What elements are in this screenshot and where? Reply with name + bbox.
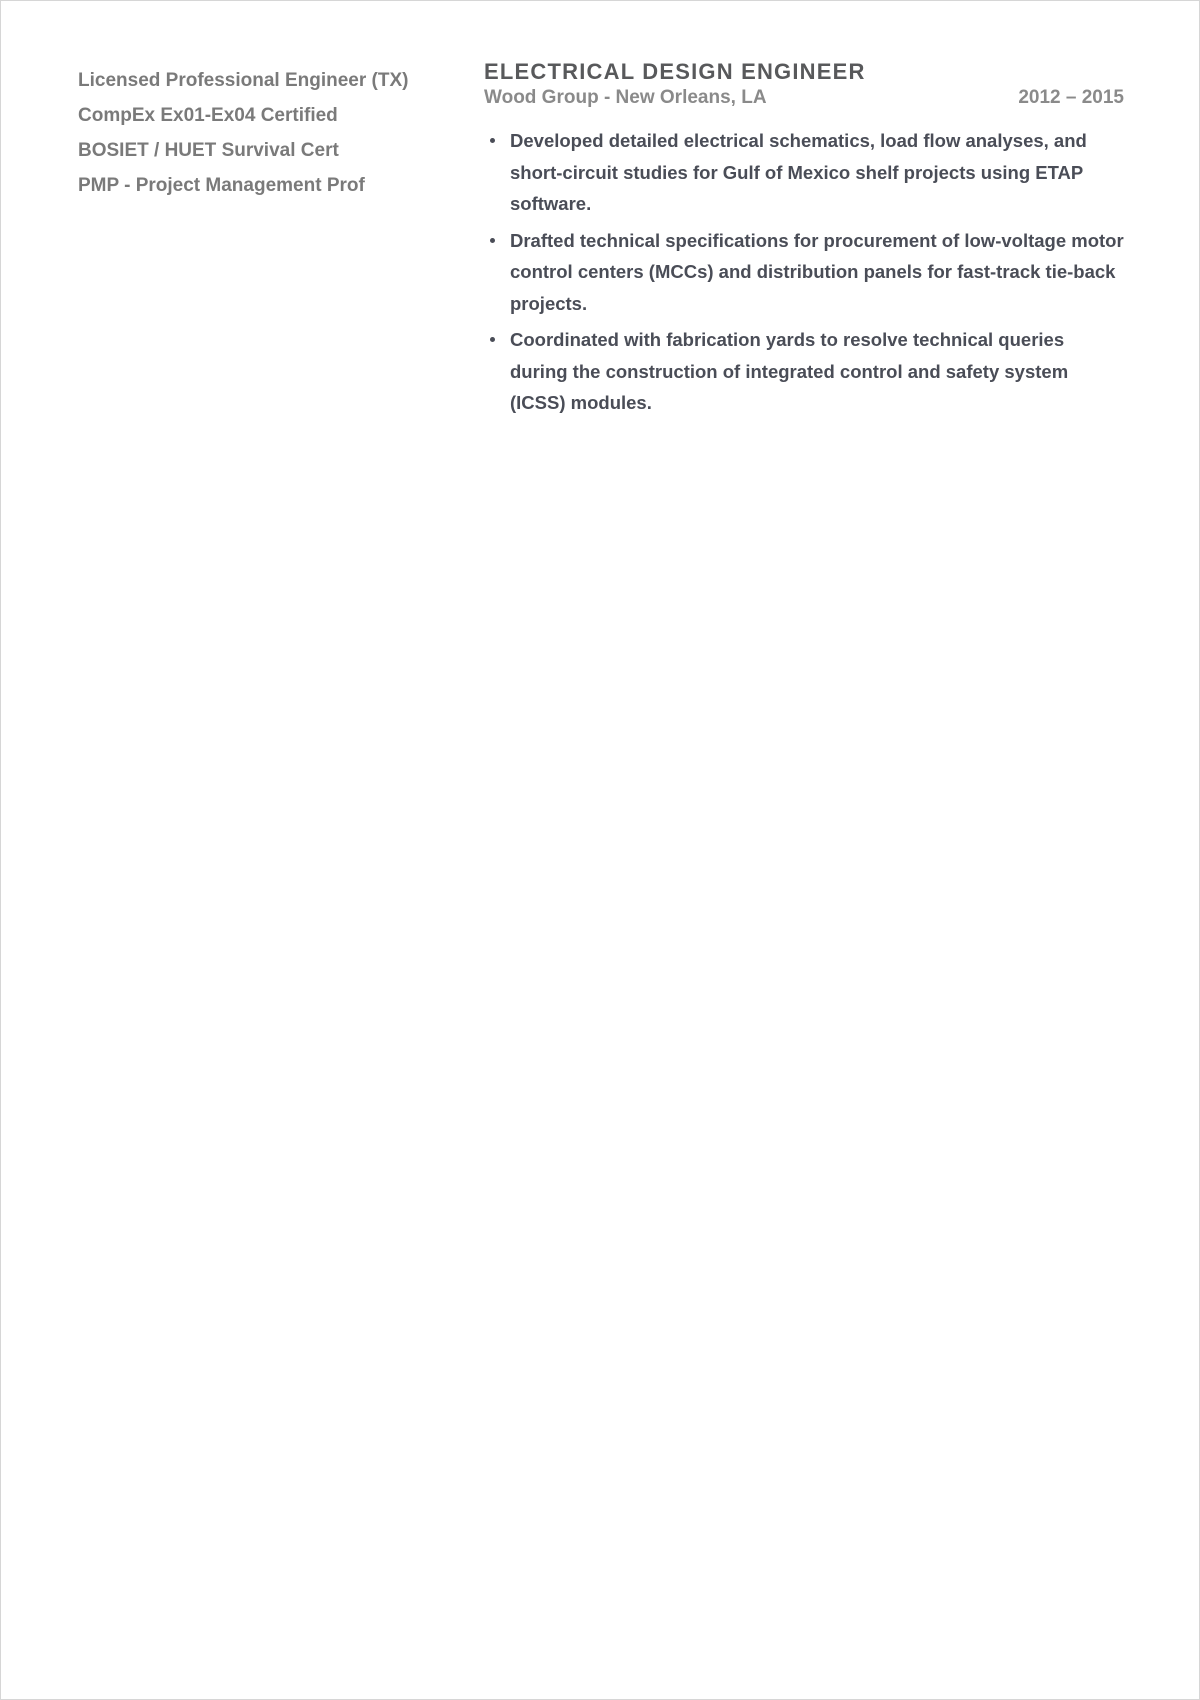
- job-bullet-text: Coordinated with fabrication yards to resolve technical queries during the construction of integrated control and safety system (ICSS) modules.: [510, 329, 1069, 413]
- certification-item: CompEx Ex01-Ex04 Certified: [78, 105, 338, 126]
- job-title: ELECTRICAL DESIGN ENGINEER: [484, 59, 866, 84]
- bullet-dot-icon: [490, 238, 495, 243]
- job-bullet-list: [484, 125, 1124, 419]
- certifications-list: [78, 63, 438, 203]
- bullet-dot-icon: [490, 337, 495, 342]
- job-bullet-text: Drafted technical specifications for procurement of low-voltage motor control centers (MCCs) and distribution panels for fast-track tie-back projects.: [510, 229, 1124, 314]
- job-bullet-text: Developed detailed electrical schematics, load flow analyses, and short-circuit studies for Gulf of Mexico shelf projects using ETAP software.: [510, 130, 1087, 214]
- job-dates: 2012 – 2015: [1018, 87, 1124, 108]
- certification-item: Licensed Professional Engineer (TX): [78, 70, 409, 91]
- job-company-location: Wood Group - New Orleans, LA: [484, 87, 767, 108]
- job-bullet: [484, 324, 1124, 419]
- job-bullet: [484, 125, 1124, 220]
- job-bullet: [484, 225, 1124, 320]
- bullet-dot-icon: [490, 138, 495, 143]
- certification-item: PMP - Project Management Prof: [78, 175, 365, 196]
- job-meta: [484, 85, 1124, 111]
- experience-entry: [484, 57, 1124, 424]
- certification-item: BOSIET / HUET Survival Cert: [78, 140, 339, 161]
